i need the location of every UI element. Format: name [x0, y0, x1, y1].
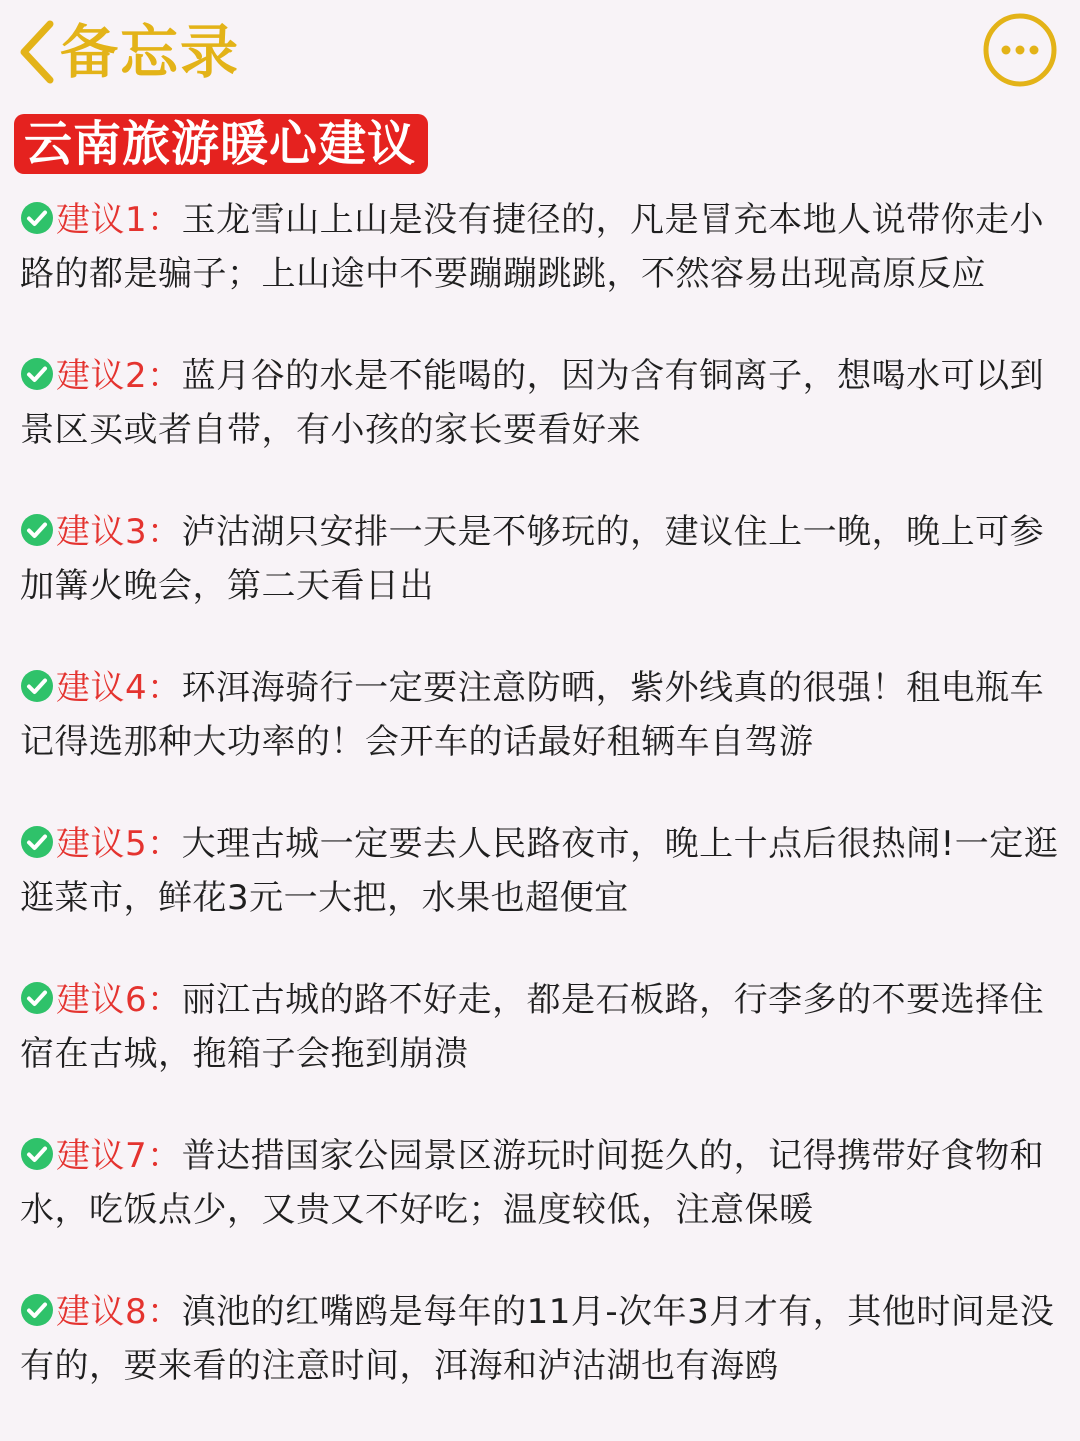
- tip-item: [20, 1285, 1065, 1393]
- tip-label: 建议3：: [56, 512, 182, 552]
- tips-list: [20, 193, 1065, 1441]
- tip-text: 丽江古城的路不好走，都是石板路，行李多的不要选择住宿在古城，拖箱子会拖到崩溃: [20, 980, 1045, 1074]
- check-circle-icon: [20, 825, 54, 859]
- tip-text: 大理古城一定要去人民路夜市，晚上十点后很热闹!一定逛逛菜市，鲜花3元一大把，水果也超便宜: [20, 824, 1059, 918]
- tip-item: [20, 1129, 1065, 1237]
- tip-text: 玉龙雪山上山是没有捷径的，凡是冒充本地人说带你走小路的都是骗子；上山途中不要蹦蹦跳跳，不然容易出现高原反应: [20, 200, 1045, 294]
- check-circle-icon: [20, 981, 54, 1015]
- check-circle-icon: [20, 1137, 54, 1171]
- tip-label: 建议5：: [56, 824, 182, 864]
- check-circle-icon: [20, 1293, 54, 1327]
- back-button[interactable]: [14, 14, 240, 90]
- tip-text: 普达措国家公园景区游玩时间挺久的，记得携带好食物和水，吃饭点少，又贵又不好吃；温度较低，注意保暖: [20, 1136, 1045, 1230]
- tip-label: 建议4：: [56, 668, 182, 708]
- check-circle-icon: [20, 357, 54, 391]
- top-bar: [0, 0, 1080, 100]
- back-label: 备忘录: [60, 18, 241, 86]
- tip-label: 建议2：: [56, 356, 182, 396]
- tip-text: 泸沽湖只安排一天是不够玩的，建议住上一晚，晚上可参加篝火晚会，第二天看日出: [20, 512, 1045, 606]
- tip-item: [20, 973, 1065, 1081]
- tip-label: 建议8：: [56, 1292, 182, 1332]
- title-badge: [14, 114, 428, 174]
- tip-item: [20, 817, 1065, 925]
- chevron-left-icon: [14, 16, 58, 88]
- tip-item: [20, 661, 1065, 769]
- tip-item: [20, 349, 1065, 457]
- check-circle-icon: [20, 201, 54, 235]
- tip-label: 建议6：: [56, 980, 182, 1020]
- tip-text: 蓝月谷的水是不能喝的，因为含有铜离子，想喝水可以到景区买或者自带，有小孩的家长要看好来: [20, 356, 1045, 450]
- page-title: 云南旅游暖心建议: [24, 116, 417, 172]
- tip-item: [20, 505, 1065, 613]
- tip-item: [20, 193, 1065, 301]
- tip-label: 建议1：: [56, 200, 182, 240]
- tip-text: 环洱海骑行一定要注意防晒，紫外线真的很强！租电瓶车记得选那种大功率的！会开车的话最好租辆车自驾游: [20, 668, 1045, 762]
- check-circle-icon: [20, 669, 54, 703]
- more-options-button[interactable]: [982, 12, 1058, 88]
- ellipsis-circle-icon: [982, 12, 1058, 88]
- tip-label: 建议7：: [56, 1136, 182, 1176]
- check-circle-icon: [20, 513, 54, 547]
- tip-text: 滇池的红嘴鸥是每年的11月-次年3月才有，其他时间是没有的，要来看的注意时间，洱海和泸沽湖也有海鸥: [20, 1292, 1055, 1386]
